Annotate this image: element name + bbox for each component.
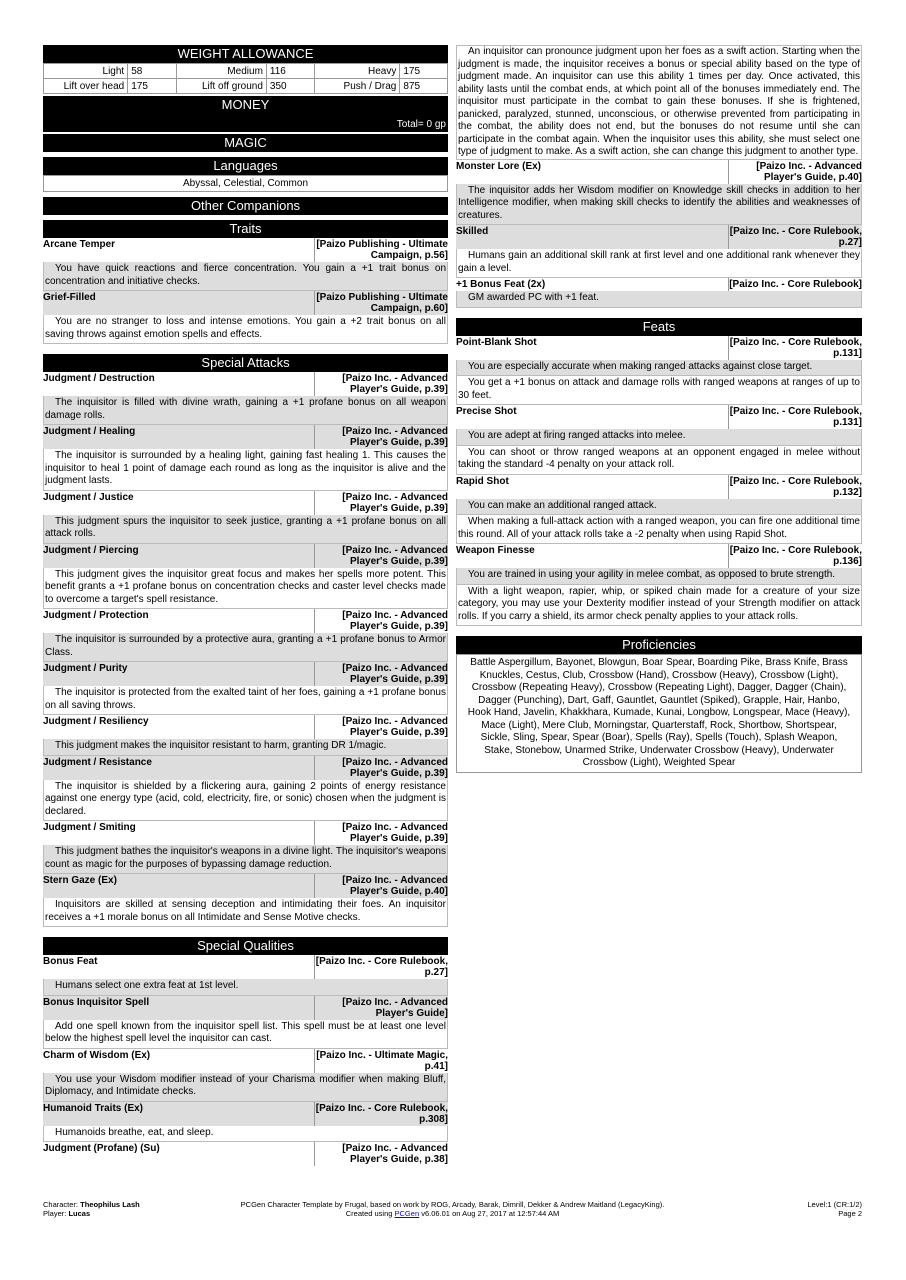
entry-item — [43, 715, 448, 756]
magic-header: MAGIC — [43, 134, 448, 152]
level-info: Level:1 (CR:1/2) — [807, 1200, 862, 1209]
weight-table — [43, 63, 448, 94]
created-prefix: Created using — [345, 1209, 395, 1218]
entry-source: [Paizo Inc. - Advanced Player's Guide, p.39] — [314, 609, 448, 633]
entry-source: [Paizo Inc. - Core Rulebook, p.132] — [729, 475, 862, 498]
entry-description: The inquisitor adds her Wisdom modifier on Knowledge skill checks in addition to her Intelligence modifier, when making skill checks to identify the abilities and weaknesses of creatures. — [456, 184, 862, 226]
special-qualities-section — [43, 937, 448, 1166]
entry-header-row — [43, 425, 448, 449]
entry-header-row — [43, 1049, 448, 1073]
entry-source: [Paizo Inc. - Advanced Player's Guide, p.39] — [314, 821, 448, 845]
entry-description: Inquisitors are skilled at sensing deception and intimidating their foes. An inquisitor receives a +1 morale bonus on all Intimidate and Sense Motive checks. — [43, 898, 448, 927]
entry-description: You are especially accurate when making ranged attacks against close target. — [456, 360, 862, 377]
entry-item — [43, 609, 448, 662]
weight-row — [44, 64, 448, 79]
left-column — [43, 45, 448, 1176]
entry-name: Point-Blank Shot — [456, 336, 537, 348]
entry-header-row — [43, 1102, 448, 1126]
entry-header-row — [43, 238, 448, 262]
entry-source: [Paizo Inc. - Core Rulebook, p.136] — [729, 545, 862, 567]
template-credit: PCGen Character Template by Frugal, based on work by ROG, Arcady, Barak, Dimrill, Dekker & Andrew Maitland (LegacyKing). — [240, 1200, 665, 1209]
judgment-description: An inquisitor can pronounce judgment upon her foes as a swift action. Starting when the judgment is made, the inquisitor receives a bonus or special ability based on the type of judgment made. An inquisitor can use this ability 1 times per day. Once activated, this ability lasts until the combat ends, at which point all of the bonuses immediately end. The inquisitor must participate in the combat to gain these bonuses. If she is frightened, panicked, paralyzed, stunned, unconscious, or otherwise prevented from participating in the combat, the ability does not end, but the bonuses do not resume until she can participate in the combat again. When the inquisitor uses this ability, she must select one type of judgment to make. As a swift action, she can change this judgment to another type. — [456, 45, 862, 160]
entry-source: [Paizo Inc. - Core Rulebook] — [729, 279, 862, 290]
entry-description: You are adept at firing ranged attacks into melee. — [456, 429, 862, 446]
weight-label: Light — [44, 64, 128, 79]
entry-name: Stern Gaze (Ex) — [43, 875, 117, 886]
entry-item — [43, 1102, 448, 1143]
entry-description: You can make an additional ranged attack. — [456, 499, 862, 516]
proficiencies-header: Proficiencies — [456, 636, 862, 654]
entry-description: Add one spell known from the inquisitor spell list. This spell must be at least one level below the highest spell level the inquisitor can cast. — [43, 1020, 448, 1049]
entry-item — [456, 278, 862, 308]
money-section — [43, 96, 448, 132]
entry-source: [Paizo Inc. - Advanced Player's Guide, p.40] — [314, 874, 448, 898]
feats-section — [456, 318, 862, 627]
other-companions-header: Other Companions — [43, 197, 448, 215]
entry-source: [Paizo Inc. - Advanced Player's Guide, p.39] — [314, 372, 448, 396]
entry-source: [Paizo Inc. - Advanced Player's Guide, p.39] — [314, 715, 448, 739]
entry-header-row — [456, 336, 862, 360]
entry-header-row — [456, 544, 862, 568]
traits-header: Traits — [43, 220, 448, 238]
special-attacks-list — [43, 372, 448, 927]
entry-name: Skilled — [456, 226, 489, 237]
special-attacks-section — [43, 354, 448, 927]
entry-item — [43, 821, 448, 874]
entry-header-row — [456, 225, 862, 249]
entry-item — [456, 544, 862, 626]
entry-source: [Paizo Publishing - Ultimate Campaign, p.56] — [314, 238, 448, 262]
entry-header-row — [456, 278, 862, 291]
weight-value: 875 — [400, 79, 448, 94]
pcgen-link[interactable]: PCGen — [394, 1209, 420, 1218]
weight-value: 175 — [400, 64, 448, 79]
weight-label: Medium — [176, 64, 266, 79]
entry-name: Charm of Wisdom (Ex) — [43, 1049, 151, 1061]
entry-description: Humans gain an additional skill rank at first level and one additional rank whenever they gain a level. — [456, 249, 862, 278]
entry-name: Judgment / Destruction — [43, 373, 155, 384]
entry-source: [Paizo Inc. - Ultimate Magic, p.41] — [314, 1049, 448, 1073]
entry-name: Judgment / Purity — [43, 663, 128, 674]
entry-source: [Paizo Inc. - Advanced Player's Guide, p.39] — [314, 756, 448, 780]
traits-list — [43, 238, 448, 344]
entry-item — [43, 491, 448, 544]
entry-name: Bonus Inquisitor Spell — [43, 996, 150, 1008]
entry-item — [43, 756, 448, 822]
entry-item — [456, 336, 862, 406]
entry-description: You can shoot or throw ranged weapons at an opponent engaged in melee without taking the standard -4 penalty on your attack roll. — [456, 446, 862, 475]
entry-source: [Paizo Inc. - Core Rulebook, p.131] — [729, 406, 862, 428]
entry-description: This judgment spurs the inquisitor to seek justice, granting a +1 profane bonus on all attack rolls. — [43, 515, 448, 544]
proficiencies-section — [456, 636, 862, 773]
entry-name: Monster Lore (Ex) — [456, 160, 542, 172]
entry-description: The inquisitor is shielded by a flickering aura, gaining 2 points of energy resistance against one energy type (acid, cold, electricity, fire, or sonic) chosen when the judgment is declared. — [43, 780, 448, 822]
entry-description: When making a full-attack action with a ranged weapon, you can fire one additional time this round. All of your attack rolls take a -2 penalty when using Rapid Shot. — [456, 515, 862, 544]
weight-label: Lift over head — [44, 79, 128, 94]
entry-header-row — [456, 475, 862, 499]
entry-source: [Paizo Inc. - Advanced Player's Guide, p.38] — [314, 1142, 448, 1166]
entry-header-row — [43, 544, 448, 568]
entry-name: Grief-Filled — [43, 292, 96, 303]
weight-value: 350 — [266, 79, 314, 94]
proficiencies-text: Battle Aspergillum, Bayonet, Blowgun, Boar Spear, Boarding Pike, Brass Knife, Brass Knuckles, Cestus, Club, Crossbow (Hand), Crossbow (Heavy), Crossbow (Light), Crossbow (Repeating Heavy), Crossbow (Repeating Light), Dagger, Dagger (Chain), Dagger (Punching), Dart, Gaff, Gauntlet, Gauntlet (Spiked), Grapple, Hair, Hanbo, Hook Hand, Javelin, Khakkhara, Kumade, Kunai, Longbow, Longspear, Mace (Heavy), Mace (Light), Mere Club, Morningstar, Quarterstaff, Rock, Shortbow, Shortspear, Sickle, Sling, Spear, Spear (Boar), Spells (Ray), Spells (Touch), Splash Weapon, Stake, Stonebow, Unarmed Strike, Underwater Crossbow (Heavy), Underwater Crossbow (Light), Weighted Spear — [456, 654, 862, 773]
weight-label: Heavy — [315, 64, 400, 79]
entry-description: You are no stranger to loss and intense emotions. You gain a +2 trait bonus on all saving throws against emotion spells and effects. — [43, 315, 448, 344]
entry-description: This judgment makes the inquisitor resistant to harm, granting DR 1/magic. — [43, 739, 448, 756]
entry-item — [43, 372, 448, 425]
entry-name: +1 Bonus Feat (2x) — [456, 279, 546, 290]
entry-name: Judgment / Justice — [43, 491, 134, 503]
entry-name: Judgment / Piercing — [43, 544, 139, 556]
entry-header-row — [456, 405, 862, 429]
entry-header-row — [43, 491, 448, 515]
entry-name: Weapon Finesse — [456, 545, 535, 556]
entry-header-row — [43, 955, 448, 979]
entry-header-row — [43, 1142, 448, 1166]
entry-name: Precise Shot — [456, 406, 517, 417]
entry-description: You use your Wisdom modifier instead of your Charisma modifier when making Bluff, Diplomacy, and Intimidate checks. — [43, 1073, 448, 1102]
entry-description: The inquisitor is protected from the exalted taint of her foes, gaining a +1 profane bonus on all saving throws. — [43, 686, 448, 715]
entry-name: Judgment / Resistance — [43, 756, 152, 768]
player-name: Lucas — [68, 1209, 91, 1218]
entry-source: [Paizo Inc. - Core Rulebook, p.308] — [315, 1102, 448, 1125]
weight-allowance-section — [43, 45, 448, 94]
entry-description: The inquisitor is surrounded by a protective aura, granting a +1 profane bonus to Armor Class. — [43, 633, 448, 662]
entry-name: Rapid Shot — [456, 475, 509, 487]
entry-description: You are trained in using your agility in melee combat, as opposed to brute strength. — [456, 568, 862, 585]
entry-name: Judgment / Protection — [43, 610, 149, 621]
entry-header-row — [43, 372, 448, 396]
entry-item — [456, 405, 862, 475]
entry-header-row — [43, 996, 448, 1020]
entry-item — [43, 544, 448, 610]
entry-item — [43, 1049, 448, 1102]
entry-description: The inquisitor is surrounded by a healing light, gaining fast healing 1. This causes the inquisitor to heal 1 point of damage each round as long as the inquisitor is alive and the judgment lasts. — [43, 449, 448, 491]
entry-source: [Paizo Inc. - Advanced Player's Guide, p.39] — [314, 491, 448, 515]
entry-item — [43, 1142, 448, 1166]
entry-item — [43, 996, 448, 1049]
entry-source: [Paizo Inc. - Advanced Player's Guide, p.40] — [728, 160, 862, 184]
weight-label: Push / Drag — [315, 79, 400, 94]
weight-allowance-header: WEIGHT ALLOWANCE — [43, 45, 448, 63]
entry-item — [43, 291, 448, 344]
traits-section — [43, 220, 448, 344]
weight-value: 58 — [128, 64, 176, 79]
character-label: Character: — [43, 1200, 79, 1209]
entry-header-row — [456, 160, 862, 184]
entry-item — [43, 874, 448, 927]
entry-name: Judgment / Resiliency — [43, 716, 149, 727]
character-name: Theophilus Lash — [80, 1200, 140, 1209]
entry-item — [43, 425, 448, 491]
feats-header: Feats — [456, 318, 862, 336]
entry-item — [43, 955, 448, 996]
entry-description: This judgment gives the inquisitor great focus and makes her spells more potent. This benefit grants a +1 profane bonus on concentration checks and caster level checks made to overcome a target's spell resistance. — [43, 568, 448, 610]
entry-item — [456, 160, 862, 226]
languages-value: Abyssal, Celestial, Common — [43, 175, 448, 192]
entry-name: Humanoid Traits (Ex) — [43, 1102, 144, 1114]
entry-header-row — [43, 609, 448, 633]
entry-item — [43, 662, 448, 715]
languages-header: Languages — [43, 157, 448, 175]
money-header: MONEY — [221, 97, 270, 112]
entry-name: Bonus Feat — [43, 956, 98, 967]
weight-row — [44, 79, 448, 94]
entry-header-row — [43, 715, 448, 739]
entry-item — [456, 475, 862, 545]
entry-source: [Paizo Inc. - Advanced Player's Guide, p.39] — [314, 544, 448, 568]
player-label: Player: — [43, 1209, 67, 1218]
entry-header-row — [43, 291, 448, 315]
entry-source: [Paizo Inc. - Advanced Player's Guide] — [314, 996, 448, 1020]
special-qualities-continued-list — [456, 160, 862, 308]
entry-header-row — [43, 821, 448, 845]
entry-name: Judgment / Smiting — [43, 822, 136, 833]
footer-credits — [43, 1200, 862, 1218]
entry-description: Humans select one extra feat at 1st level. — [43, 979, 448, 996]
entry-header-row — [43, 756, 448, 780]
entry-source: [Paizo Inc. - Core Rulebook, p.27] — [729, 226, 862, 248]
feats-list — [456, 336, 862, 627]
entry-source: [Paizo Inc. - Advanced Player's Guide, p.39] — [314, 425, 448, 449]
entry-description: You have quick reactions and fierce concentration. You gain a +1 trait bonus on concentration and initiative checks. — [43, 262, 448, 291]
special-qualities-list — [43, 955, 448, 1166]
entry-description: This judgment bathes the inquisitor's weapons in a divine light. The inquisitor's weapons count as magic for the purposes of bypassing damage reduction. — [43, 845, 448, 874]
entry-description: With a light weapon, rapier, whip, or spiked chain made for a creature of your size category, you may use your Dexterity modifier instead of your Strength modifier on attack rolls. If you carry a shield, its armor check penalty applies to your attack rolls. — [456, 585, 862, 627]
special-qualities-header: Special Qualities — [43, 937, 448, 955]
entry-description: GM awarded PC with +1 feat. — [456, 291, 862, 308]
entry-name: Judgment (Profane) (Su) — [43, 1143, 160, 1154]
entry-name: Arcane Temper — [43, 239, 116, 250]
entry-source: [Paizo Publishing - Ultimate Campaign, p.60] — [314, 291, 448, 315]
created-suffix: v6.06.01 on Aug 27, 2017 at 12:57:44 AM — [419, 1209, 560, 1218]
special-attacks-header: Special Attacks — [43, 354, 448, 372]
entry-item — [43, 238, 448, 291]
page-number: Page 2 — [838, 1209, 862, 1218]
entry-description: You get a +1 bonus on attack and damage rolls with ranged weapons at ranges of up to 30 feet. — [456, 376, 862, 405]
weight-value: 116 — [266, 64, 314, 79]
entry-description: Humanoids breathe, eat, and sleep. — [43, 1126, 448, 1143]
entry-item — [456, 225, 862, 278]
entry-source: [Paizo Inc. - Advanced Player's Guide, p.39] — [314, 662, 448, 686]
entry-name: Judgment / Healing — [43, 426, 136, 437]
entry-source: [Paizo Inc. - Core Rulebook, p.27] — [315, 956, 448, 978]
entry-header-row — [43, 874, 448, 898]
weight-value: 175 — [128, 79, 176, 94]
entry-source: [Paizo Inc. - Core Rulebook, p.131] — [729, 336, 862, 359]
entry-header-row — [43, 662, 448, 686]
weight-label: Lift off ground — [176, 79, 266, 94]
right-column — [456, 45, 862, 783]
footer-level-page — [807, 1200, 862, 1218]
money-total: Total= 0 gp — [396, 119, 446, 130]
entry-description: The inquisitor is filled with divine wrath, gaining a +1 profane bonus on all weapon damage rolls. — [43, 396, 448, 425]
